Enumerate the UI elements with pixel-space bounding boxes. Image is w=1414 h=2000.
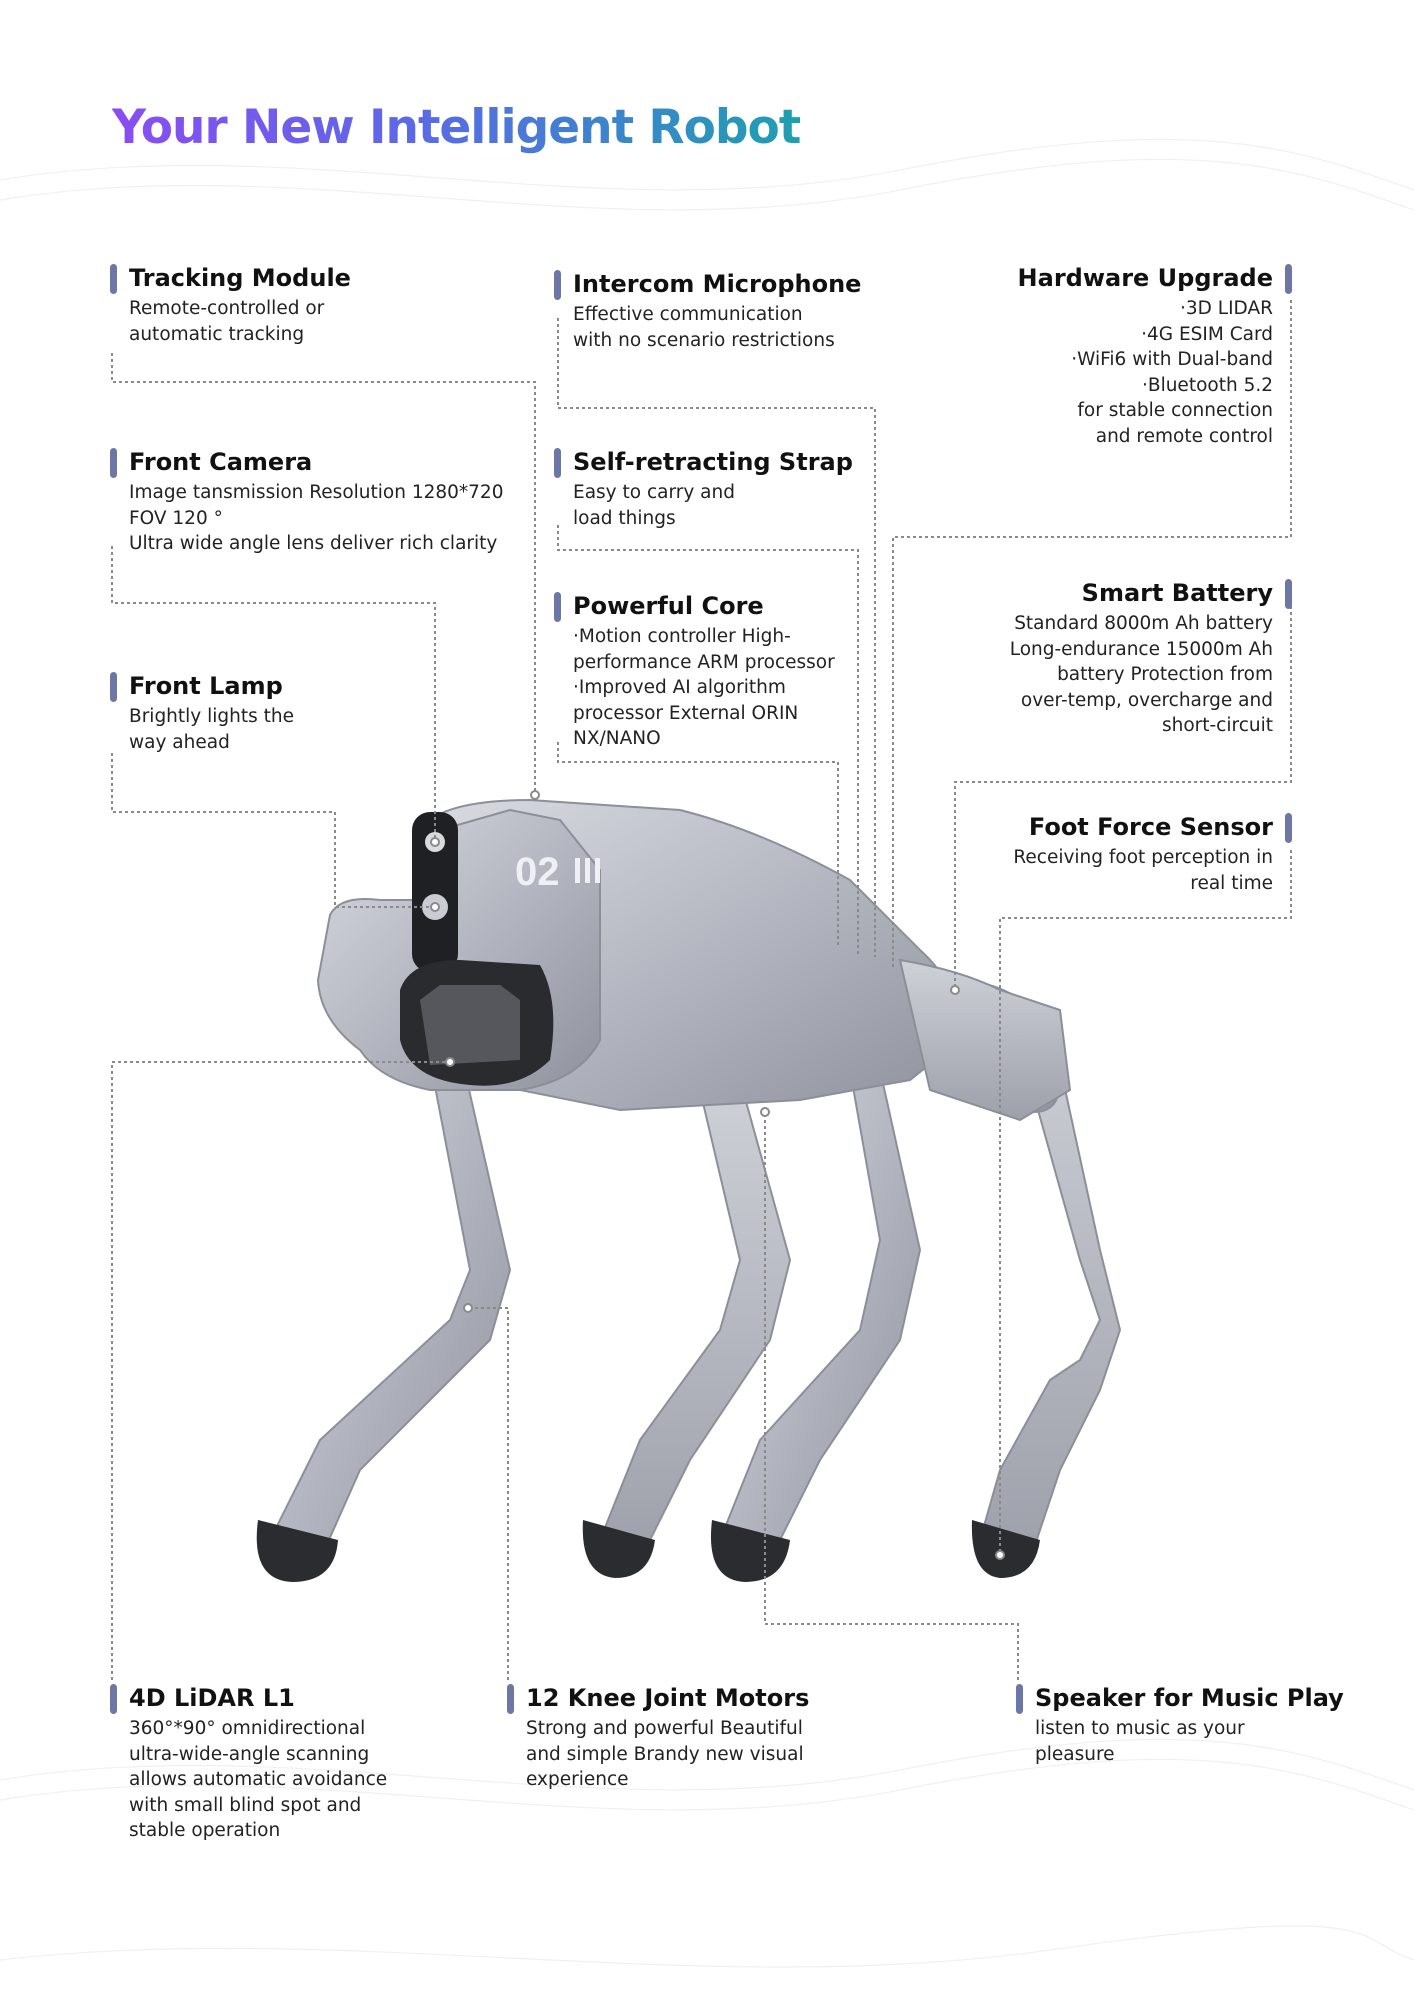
callout-desc: Effective communication with no scenario restrictions <box>573 304 835 351</box>
callout-desc: Image tansmission Resolution 1280*720 FOV 120 ° Ultra wide angle lens deliver rich clarity <box>129 482 504 554</box>
callout-desc: Standard 8000m Ah battery Long-endurance 15000m Ah battery Protection from over-temp, overcharge and short-circuit <box>1009 613 1273 736</box>
callout-desc: Brightly lights the way ahead <box>129 706 295 753</box>
callout-lidar-l1 <box>129 1682 387 1844</box>
callout-title: Foot Force Sensor <box>1028 813 1273 841</box>
callout-desc: ·3D LIDAR ·4G ESIM Card ·WiFi6 with Dual-band ·Bluetooth 5.2 for stable connection and remote control <box>1071 298 1273 447</box>
callout-desc: Strong and powerful Beautiful and simple Brandy new visual experience <box>526 1718 804 1790</box>
callout-front-lamp <box>129 670 294 755</box>
callout-marker <box>110 1684 117 1714</box>
callout-title: Front Lamp <box>129 672 283 700</box>
callout-title: Tracking Module <box>129 264 351 292</box>
callout-marker <box>507 1684 514 1714</box>
callout-hardware-upgrade <box>1018 262 1273 449</box>
leader-core <box>558 742 838 945</box>
leader-lidar <box>112 1062 450 1680</box>
callout-title: 4D LiDAR L1 <box>129 1684 295 1712</box>
callout-marker <box>1285 813 1292 843</box>
callout-desc: ·Motion controller High- performance ARM processor ·Improved AI algorithm processor External ORIN NX/NANO <box>573 626 835 749</box>
callout-intercom-microphone <box>573 268 861 353</box>
callout-title: Smart Battery <box>1081 579 1273 607</box>
callout-marker <box>1285 264 1292 294</box>
callout-title: Hardware Upgrade <box>1017 264 1273 292</box>
callout-smart-battery <box>1010 577 1273 739</box>
callout-marker <box>554 448 561 478</box>
leader-foot-force <box>1000 850 1291 1555</box>
callout-tracking-module <box>129 262 351 347</box>
callout-marker <box>110 264 117 294</box>
page-title: Your New Intelligent Robot <box>112 100 801 155</box>
callout-desc: Easy to carry and load things <box>573 482 735 529</box>
callout-title: 12 Knee Joint Motors <box>526 1684 810 1712</box>
callout-desc: 360°*90° omnidirectional ultra-wide-angle scanning allows automatic avoidance with small blind spot and stable operation <box>129 1718 388 1841</box>
callout-self-retracting-strap <box>573 446 853 531</box>
callout-title: Powerful Core <box>573 592 764 620</box>
callout-marker <box>1285 579 1292 609</box>
callout-desc: listen to music as your pleasure <box>1035 1718 1245 1765</box>
callout-title: Self-retracting Strap <box>573 448 853 476</box>
callout-speaker <box>1035 1682 1344 1767</box>
callout-marker <box>110 672 117 702</box>
callout-knee-joint-motors <box>526 1682 809 1793</box>
callout-desc: Remote-controlled or automatic tracking <box>129 298 325 345</box>
leader-knee <box>468 1308 508 1680</box>
callout-foot-force-sensor <box>1013 811 1273 896</box>
callout-title: Front Camera <box>129 448 313 476</box>
robot-badge: 02 <box>515 850 560 894</box>
leader-front-lamp <box>112 753 435 907</box>
callout-marker <box>1016 1684 1023 1714</box>
callout-front-camera <box>129 446 503 557</box>
callout-title: Speaker for Music Play <box>1035 1684 1344 1712</box>
leader-speaker <box>765 1112 1018 1680</box>
callout-desc: Receiving foot perception in real time <box>1013 847 1273 894</box>
callout-marker <box>554 270 561 300</box>
callout-marker <box>110 448 117 478</box>
callout-marker <box>554 592 561 622</box>
callout-title: Intercom Microphone <box>573 270 862 298</box>
callout-powerful-core <box>573 590 835 752</box>
